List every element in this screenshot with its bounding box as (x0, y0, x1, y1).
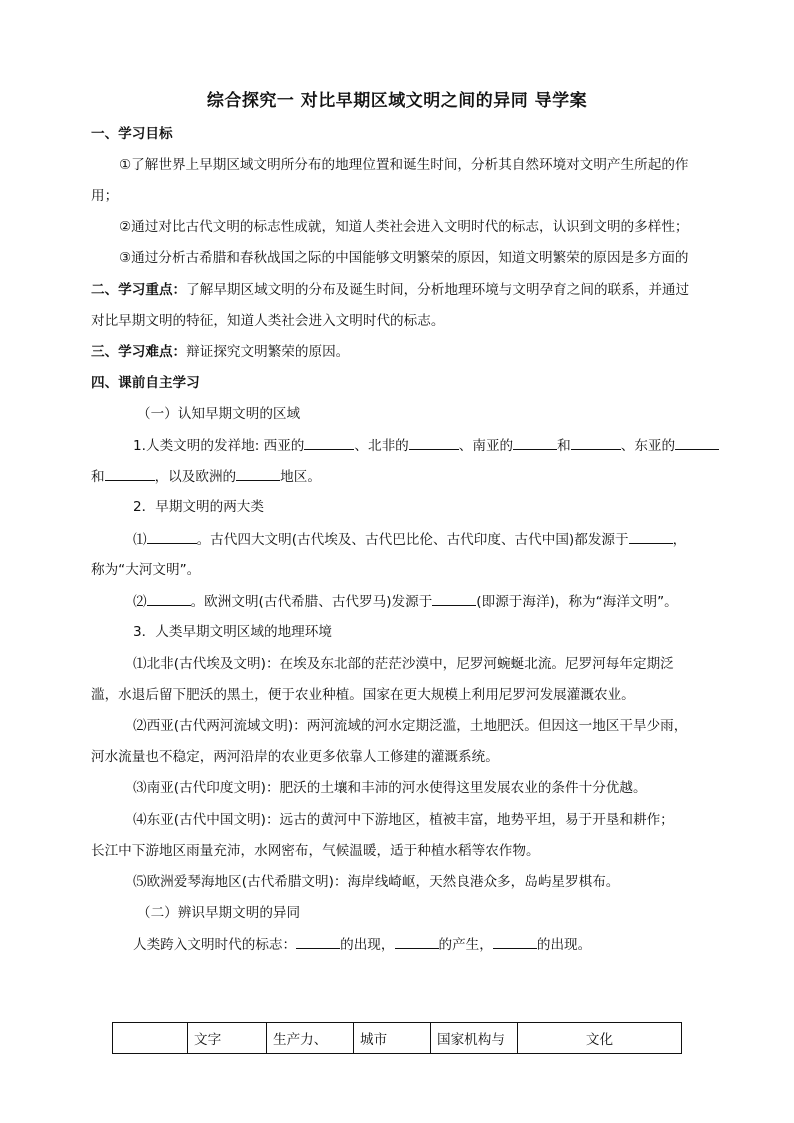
table-header-cell-state-institutions: 国家机构与 (431, 1023, 518, 1054)
question-1-line-cont (91, 466, 711, 487)
answer-blank[interactable] (513, 435, 557, 450)
answer-blank[interactable] (493, 934, 537, 949)
question-2-heading: 2．早期文明的两大类 (133, 499, 264, 515)
answer-blank[interactable] (629, 529, 673, 544)
region-east-asia-text-cont: 长江中下游地区雨量充沛，水网密布，气候温暖，适于种植水稻等农作物。 (91, 843, 540, 859)
question-1-text: 、东亚的 (620, 438, 676, 454)
key-points-text: 了解早期区域文明的分布及诞生时间，分析地理环境与文明孕育之间的联系，并通过 (186, 282, 690, 298)
civilization-mark-text: 的产生， (438, 937, 493, 953)
key-points-text-cont: 对比早期文明的特征，知道人类社会进入文明时代的标志。 (91, 313, 445, 329)
answer-blank[interactable] (675, 435, 719, 450)
question-2-2-text: ⑵ (133, 594, 147, 610)
region-north-africa-text: ⑴北非(古代埃及文明)：在埃及东北部的茫茫沙漠中，尼罗河蜿蜒北流。尼罗河每年定期泛 (133, 656, 674, 672)
answer-blank[interactable] (147, 591, 191, 606)
answer-blank[interactable] (571, 435, 621, 450)
region-west-asia-text: ⑵西亚(古代两河流域文明)：两河流域的河水定期泛滥，土地肥沃。但因这一地区干旱少雨， (133, 718, 688, 734)
difficulty-text: 辩证探究文明繁荣的原因。 (186, 344, 350, 360)
difficulty-paragraph (91, 342, 711, 362)
region-south-asia-text: ⑶南亚(古代印度文明)：肥沃的土壤和丰沛的河水使得这里发展农业的条件十分优越。 (133, 780, 647, 796)
table-header-row (113, 1023, 682, 1054)
table-header-cell-city: 城市 (354, 1023, 431, 1054)
comparison-table (112, 1022, 682, 1054)
answer-blank[interactable] (304, 435, 354, 450)
civilization-mark-text: 的出现。 (536, 937, 592, 953)
civilization-mark-text: 的出现， (340, 937, 395, 953)
question-1-text: 、南亚的 (458, 438, 514, 454)
question-3-heading: 3．人类早期文明区域的地理环境 (133, 624, 332, 640)
question-1-text: ，以及欧洲的 (154, 469, 237, 485)
table-header-cell-culture: 文化 (518, 1023, 682, 1054)
question-2-2-line (133, 591, 753, 612)
subsection-1-heading: （一）认知早期文明的区域 (137, 406, 301, 422)
question-1-text: 和 (557, 438, 571, 454)
question-2-1-text: ， (672, 532, 687, 548)
region-east-asia-text: ⑷东亚(古代中国文明)：远古的黄河中下游地区，植被丰富，地势平坦，易于开垦和耕作； (133, 812, 674, 828)
civilization-mark-line (133, 934, 753, 955)
key-points-paragraph (91, 280, 711, 300)
table-header-cell-writing: 文字 (188, 1023, 267, 1054)
table-header-cell-productivity: 生产力、 (267, 1023, 354, 1054)
region-north-africa-text-cont: 滥，水退后留下肥沃的黑土，便于农业种植。国家在更大规模上利用尼罗河发展灌溉农业。 (91, 687, 635, 703)
answer-blank[interactable] (432, 591, 476, 606)
difficulty-heading: 三、学习难点： (91, 344, 187, 360)
answer-blank[interactable] (236, 466, 280, 481)
document-title: 综合探究一 对比早期区域文明之间的异同 导学案 (206, 91, 588, 111)
question-2-2-text: 。欧洲文明(古代希腊、古代罗马)发源于 (190, 594, 433, 610)
goal-3-text: ③通过分析古希腊和春秋战国之际的中国能够文明繁荣的原因，知道文明繁荣的原因是多方面的 (119, 250, 689, 266)
table-header-cell-empty (113, 1023, 188, 1054)
question-2-1-line-cont: 称为“大河文明”。 (91, 562, 201, 578)
region-aegean-text: ⑸欧洲爱琴海地区(古代希腊文明)：海岸线崎岖，天然良港众多，岛屿星罗棋布。 (133, 874, 620, 890)
question-1-text: 地区。 (280, 469, 321, 485)
answer-blank[interactable] (105, 466, 155, 481)
region-west-asia-text-cont: 河水流量也不稳定，两河沿岸的农业更多依靠人工修建的灌溉系统。 (91, 749, 499, 765)
answer-blank[interactable] (409, 435, 459, 450)
goal-1-text-cont: 用； (91, 188, 119, 204)
question-1-line (133, 435, 753, 456)
question-2-1-line (133, 529, 753, 550)
answer-blank[interactable] (147, 529, 197, 544)
key-points-heading: 二、学习重点： (91, 282, 187, 298)
goal-2-text: ②通过对比古代文明的标志性成就，知道人类社会进入文明时代的标志，认识到文明的多样性； (119, 219, 689, 235)
section-learning-goals-heading: 一、学习目标 (91, 126, 173, 142)
question-1-text: 和 (91, 469, 105, 485)
answer-blank[interactable] (296, 934, 340, 949)
question-2-1-text: 。古代四大文明(古代埃及、古代巴比伦、古代印度、古代中国)都发源于 (196, 532, 629, 548)
civilization-mark-text: 人类跨入文明时代的标志： (133, 937, 297, 953)
question-2-1-text: ⑴ (133, 532, 147, 548)
pre-study-heading: 四、课前自主学习 (91, 375, 200, 391)
goal-1-text: ①了解世界上早期区域文明所分布的地理位置和诞生时间，分析其自然环境对文明产生所起的作 (119, 157, 689, 173)
subsection-2-heading: （二）辨识早期文明的异同 (137, 905, 301, 921)
question-1-text: 、北非的 (354, 438, 409, 454)
question-1-text: 1.人类文明的发祥地: 西亚的 (133, 438, 305, 454)
answer-blank[interactable] (395, 934, 439, 949)
question-2-2-text: (即源于海洋)，称为“海洋文明”。 (476, 594, 678, 610)
